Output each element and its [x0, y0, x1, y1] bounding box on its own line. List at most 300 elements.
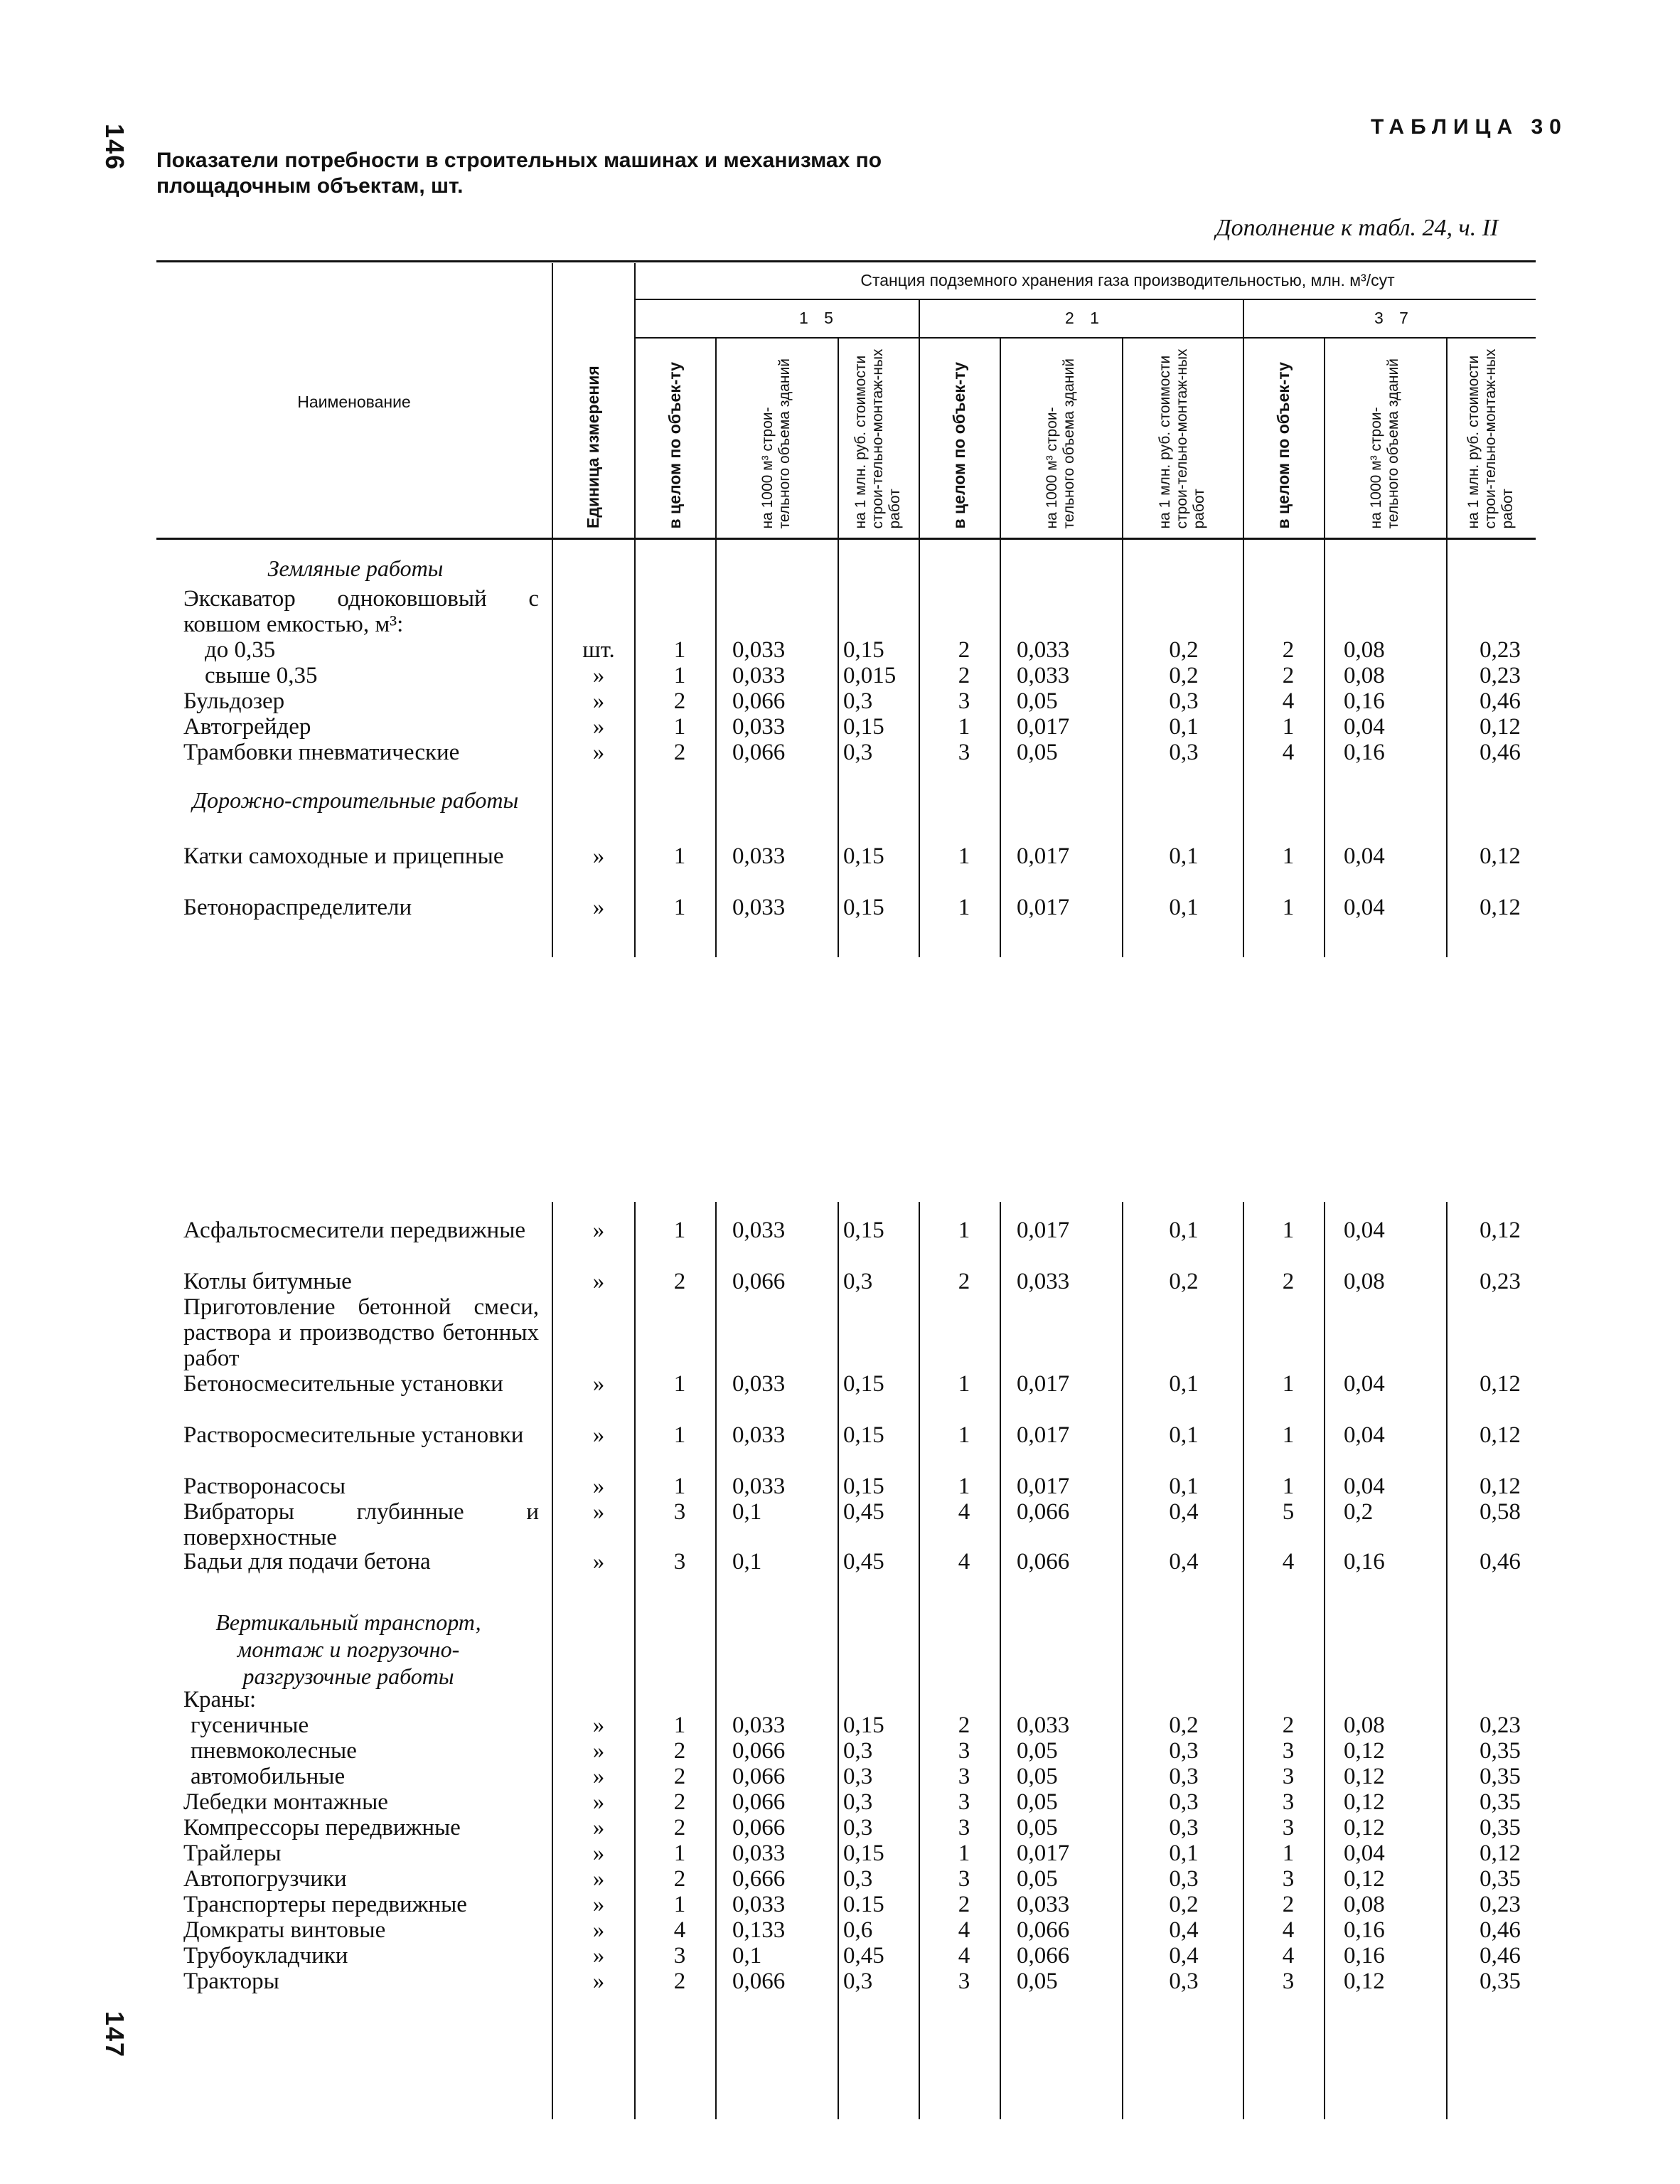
row-value: 0,08 — [1344, 1269, 1385, 1294]
vline — [838, 339, 839, 957]
row-name: пневмоколесные — [191, 1738, 357, 1764]
row-unit: » — [592, 1764, 605, 1789]
subheader-per1000-15: на 1000 м³ строи-тельного объема зданий — [759, 358, 793, 529]
vline — [715, 1202, 717, 2119]
row-value: 0,1 — [1169, 843, 1199, 869]
row-value: 0,15 — [843, 1218, 884, 1243]
row-value: 0,05 — [1017, 1815, 1058, 1841]
row-value: 0,066 — [732, 1815, 786, 1841]
row-value: 0,16 — [1344, 688, 1385, 714]
row-value: 0,15 — [843, 714, 884, 740]
row-value: 0,033 — [732, 895, 786, 920]
subheader-permln-21: на 1 млн. руб. стоимости строи-тельно-монтаж-ных работ — [1157, 348, 1207, 529]
row-value: 0,4 — [1169, 1499, 1199, 1525]
row-value: 0,58 — [1480, 1499, 1521, 1525]
row-value: 3 — [1282, 1789, 1295, 1815]
row-value: 0,2 — [1169, 1712, 1199, 1738]
header-capacity-21: 2 1 — [1065, 309, 1105, 327]
row-value: 1 — [1282, 1218, 1295, 1243]
row-value: 0,3 — [843, 688, 873, 714]
table-title: Показатели потребности в строительных машинах и механизмах по площадочным объектам, шт. — [156, 149, 882, 198]
row-value: 4 — [1282, 1549, 1295, 1575]
vline — [1324, 339, 1325, 957]
row-unit: » — [592, 663, 605, 688]
row-unit: » — [592, 1969, 605, 1994]
row-value: 2 — [958, 663, 970, 688]
row-value: 0,16 — [1344, 1943, 1385, 1969]
row-unit: » — [592, 1218, 605, 1243]
row-value: 0,033 — [732, 1218, 786, 1243]
row-value: 3 — [673, 1499, 686, 1525]
row-value: 0,3 — [843, 740, 873, 765]
row-value: 0,08 — [1344, 1712, 1385, 1738]
row-value: 0,066 — [1017, 1917, 1070, 1943]
row-name: Растворосмесительные установки — [183, 1422, 524, 1448]
row-value: 0,4 — [1169, 1943, 1199, 1969]
row-unit: » — [592, 843, 605, 869]
row-value: 0,35 — [1480, 1815, 1521, 1841]
header-name: Наименование — [297, 393, 411, 411]
row-value: 4 — [1282, 1917, 1295, 1943]
row-value: 1 — [673, 1371, 686, 1397]
row-value: 0,45 — [843, 1549, 884, 1575]
row-value: 0,1 — [732, 1943, 762, 1969]
row-value: 0,46 — [1480, 1917, 1521, 1943]
row-value: 0,066 — [732, 740, 786, 765]
row-name: Тракторы — [183, 1969, 279, 1994]
row-unit: » — [592, 1474, 605, 1499]
row-name: Трайлеры — [183, 1841, 282, 1866]
row-value: 2 — [958, 1892, 970, 1917]
row-unit: » — [592, 1712, 605, 1738]
row-value: 4 — [958, 1943, 970, 1969]
row-value: 0,017 — [1017, 714, 1070, 740]
row-value: 4 — [958, 1549, 970, 1575]
row-value: 0,16 — [1344, 1917, 1385, 1943]
row-value: 0,46 — [1480, 740, 1521, 765]
row-value: 2 — [673, 1269, 686, 1294]
row-value: 0,133 — [732, 1917, 786, 1943]
section-road-works: Дорожно-строительные работы — [192, 787, 519, 813]
row-name: Бетоносмесительные установки — [183, 1371, 503, 1397]
row-value: 0,6 — [843, 1917, 873, 1943]
vline — [634, 263, 636, 957]
row-value: 0,12 — [1480, 714, 1521, 740]
row-value: 0,46 — [1480, 1943, 1521, 1969]
row-name: свыше 0,35 — [205, 663, 318, 688]
row-unit: » — [592, 1549, 605, 1575]
row-value: 0,35 — [1480, 1789, 1521, 1815]
subheader-per1000-37: на 1000 м³ строи-тельного объема зданий — [1368, 358, 1401, 529]
row-unit: » — [592, 1841, 605, 1866]
row-value: 0,45 — [843, 1499, 884, 1525]
row-value: 1 — [673, 1841, 686, 1866]
row-value: 0,15 — [843, 1371, 884, 1397]
row-value: 0,05 — [1017, 1738, 1058, 1764]
row-value: 0,04 — [1344, 1371, 1385, 1397]
header-bottom-rule — [156, 538, 1536, 540]
row-name: Бульдозер — [183, 688, 285, 714]
vline — [1000, 1202, 1001, 2119]
row-name: Асфальтосмесители передвижные — [183, 1218, 526, 1243]
row-value: 3 — [958, 1969, 970, 1994]
row-value: 2 — [1282, 663, 1295, 688]
subheader-per1000-21: на 1000 м³ строи-тельного объема зданий — [1044, 358, 1077, 529]
row-value: 3 — [958, 1764, 970, 1789]
row-value: 0,017 — [1017, 1422, 1070, 1448]
row-value: 0,3 — [843, 1866, 873, 1892]
row-value: 1 — [673, 637, 686, 663]
row-value: 0,033 — [1017, 1269, 1070, 1294]
row-value: 0,12 — [1480, 1371, 1521, 1397]
row-value: 1 — [1282, 1474, 1295, 1499]
row-value: 2 — [673, 1764, 686, 1789]
row-value: 0,23 — [1480, 637, 1521, 663]
row-unit: » — [592, 1866, 605, 1892]
row-value: 0,033 — [1017, 637, 1070, 663]
row-value: 0,12 — [1344, 1738, 1385, 1764]
header-station-group: Станция подземного хранения газа производительностью, млн. м³/сут — [860, 271, 1395, 289]
row-value: 0,35 — [1480, 1866, 1521, 1892]
row-value: 1 — [673, 714, 686, 740]
row-unit: » — [592, 714, 605, 740]
row-value: 0,1 — [1169, 1371, 1199, 1397]
row-name: Приготовление бетонной смеси, раствора и производство бетонных работ — [183, 1294, 539, 1371]
vline — [552, 1202, 553, 2119]
vline — [1446, 339, 1448, 957]
row-name: автомобильные — [191, 1764, 346, 1789]
row-value: 0,35 — [1480, 1764, 1521, 1789]
section-earthworks: Земляные работы — [267, 555, 444, 581]
row-value: 3 — [958, 1815, 970, 1841]
row-value: 2 — [673, 688, 686, 714]
row-value: 0,033 — [732, 1841, 786, 1866]
row-value: 1 — [958, 714, 970, 740]
row-value: 0,04 — [1344, 1422, 1385, 1448]
row-value: 0,066 — [732, 1789, 786, 1815]
row-value: 1 — [1282, 714, 1295, 740]
row-value: 3 — [958, 1738, 970, 1764]
row-value: 0,017 — [1017, 1218, 1070, 1243]
row-value: 0,23 — [1480, 1269, 1521, 1294]
row-value: 1 — [1282, 1841, 1295, 1866]
row-value: 0,2 — [1169, 637, 1199, 663]
row-value: 0,23 — [1480, 663, 1521, 688]
row-value: 0,05 — [1017, 1866, 1058, 1892]
row-value: 0,033 — [1017, 1712, 1070, 1738]
subheader-total-15: в целом по объек-ту — [665, 361, 684, 529]
row-value: 0,3 — [843, 1969, 873, 1994]
vline — [1243, 1202, 1244, 2119]
row-value: 3 — [1282, 1969, 1295, 1994]
row-value: 0,3 — [843, 1738, 873, 1764]
row-value: 4 — [958, 1917, 970, 1943]
row-value: 2 — [958, 1269, 970, 1294]
row-value: 1 — [1282, 1371, 1295, 1397]
row-value: 0,3 — [843, 1269, 873, 1294]
row-value: 0,1 — [1169, 1474, 1199, 1499]
row-value: 0,066 — [732, 1738, 786, 1764]
row-value: 3 — [958, 688, 970, 714]
row-value: 4 — [1282, 1943, 1295, 1969]
group-rule — [634, 299, 1536, 300]
row-value: 0,033 — [732, 1474, 786, 1499]
row-name: Трамбовки пневматические — [183, 740, 460, 765]
section-vertical-transport: Вертикальный транспорт, монтаж и погрузочно-разгрузочные работы — [215, 1609, 481, 1689]
row-value: 3 — [958, 1866, 970, 1892]
row-value: 0,12 — [1480, 1218, 1521, 1243]
row-value: 0,23 — [1480, 1892, 1521, 1917]
row-value: 0,3 — [1169, 740, 1199, 765]
vline — [1446, 1202, 1448, 2119]
row-name: Компрессоры передвижные — [183, 1815, 461, 1841]
row-name: Вибраторы глубинные и поверхностные — [183, 1499, 539, 1550]
row-value: 0,12 — [1344, 1764, 1385, 1789]
row-unit: » — [592, 1371, 605, 1397]
row-value: 1 — [958, 1422, 970, 1448]
row-unit: » — [592, 740, 605, 765]
row-value: 0,2 — [1169, 1892, 1199, 1917]
row-value: 0,2 — [1169, 1269, 1199, 1294]
row-value: 0,1 — [1169, 1841, 1199, 1866]
row-value: 1 — [958, 843, 970, 869]
row-value: 1 — [673, 1712, 686, 1738]
row-value: 0,16 — [1344, 1549, 1385, 1575]
row-value: 0,017 — [1017, 1841, 1070, 1866]
row-value: 0,3 — [843, 1789, 873, 1815]
subheader-permln-15: на 1 млн. руб. стоимости строи-тельно-монтаж-ных работ — [852, 348, 903, 529]
subheader-permln-37: на 1 млн. руб. стоимости строи-тельно-монтаж-ных работ — [1465, 348, 1516, 529]
row-value: 0,033 — [732, 714, 786, 740]
row-value: 0,1 — [732, 1549, 762, 1575]
row-name: Домкраты винтовые — [183, 1917, 386, 1943]
header-capacity-15: 1 5 — [799, 309, 839, 327]
row-value: 0,2 — [1169, 663, 1199, 688]
row-value: 0,2 — [1344, 1499, 1374, 1525]
row-value: 1 — [673, 1422, 686, 1448]
row-value: 0,15 — [843, 1474, 884, 1499]
row-name: Катки самоходные и прицепные — [183, 843, 504, 869]
row-value: 0,3 — [1169, 1764, 1199, 1789]
row-value: 0,033 — [732, 843, 786, 869]
row-value: 0,05 — [1017, 1789, 1058, 1815]
row-name: Экскаватор одноковшовый с ковшом емкостью, м³: — [183, 586, 539, 637]
row-value: 4 — [1282, 740, 1295, 765]
row-value: 1 — [673, 1892, 686, 1917]
row-value: 0,15 — [843, 895, 884, 920]
row-value: 0,1 — [1169, 1422, 1199, 1448]
row-value: 0,3 — [1169, 1866, 1199, 1892]
row-value: 1 — [958, 1218, 970, 1243]
row-value: 0,3 — [1169, 1815, 1199, 1841]
row-value: 0,066 — [732, 1269, 786, 1294]
row-value: 0,05 — [1017, 1969, 1058, 1994]
row-value: 0,15 — [843, 637, 884, 663]
row-value: 0,12 — [1480, 1841, 1521, 1866]
row-value: 0,04 — [1344, 843, 1385, 869]
row-value: 0,46 — [1480, 1549, 1521, 1575]
vline — [552, 263, 553, 957]
row-value: 0,45 — [843, 1943, 884, 1969]
row-value: 0,033 — [732, 1892, 786, 1917]
row-name: Бадьи для подачи бетона — [183, 1549, 431, 1575]
row-value: 0,033 — [732, 1422, 786, 1448]
vline — [1243, 300, 1244, 957]
row-value: 0,3 — [1169, 1969, 1199, 1994]
row-unit: » — [592, 1422, 605, 1448]
row-value: 2 — [1282, 1269, 1295, 1294]
vline — [1000, 339, 1001, 957]
row-value: 1 — [1282, 1422, 1295, 1448]
row-value: 0,3 — [843, 1815, 873, 1841]
row-value: 0,033 — [732, 663, 786, 688]
vline — [1122, 1202, 1123, 2119]
row-value: 0,017 — [1017, 895, 1070, 920]
row-value: 0,4 — [1169, 1549, 1199, 1575]
row-value: 3 — [1282, 1764, 1295, 1789]
row-value: 0,3 — [1169, 1738, 1199, 1764]
row-value: 0,3 — [1169, 1789, 1199, 1815]
row-value: 3 — [1282, 1815, 1295, 1841]
row-value: 0,05 — [1017, 740, 1058, 765]
row-value: 2 — [673, 1866, 686, 1892]
row-unit: » — [592, 1892, 605, 1917]
row-value: 0,12 — [1344, 1789, 1385, 1815]
row-value: 0,1 — [732, 1499, 762, 1525]
supplement-note: Дополнение к табл. 24, ч. II — [1216, 215, 1499, 241]
row-value: 3 — [673, 1943, 686, 1969]
row-value: 0,015 — [843, 663, 897, 688]
vline — [715, 339, 717, 957]
capacity-rule — [634, 337, 1536, 339]
row-value: 1 — [673, 1218, 686, 1243]
row-value: 3 — [958, 740, 970, 765]
row-unit: » — [592, 895, 605, 920]
row-value: 1 — [958, 1841, 970, 1866]
row-value: 0,033 — [732, 1371, 786, 1397]
row-value: 1 — [1282, 895, 1295, 920]
row-value: 2 — [958, 637, 970, 663]
row-value: 0,04 — [1344, 1841, 1385, 1866]
row-value: 0,05 — [1017, 688, 1058, 714]
row-value: 0,04 — [1344, 714, 1385, 740]
row-value: 2 — [1282, 637, 1295, 663]
row-value: 0,15 — [843, 843, 884, 869]
row-value: 0,04 — [1344, 895, 1385, 920]
row-value: 1 — [958, 1474, 970, 1499]
row-value: 0,066 — [1017, 1943, 1070, 1969]
row-value: 0.15 — [843, 1892, 884, 1917]
row-value: 2 — [958, 1712, 970, 1738]
row-unit: » — [592, 688, 605, 714]
row-value: 0,46 — [1480, 688, 1521, 714]
row-value: 0,08 — [1344, 1892, 1385, 1917]
row-value: 1 — [958, 1371, 970, 1397]
row-unit: » — [592, 1499, 605, 1525]
row-value: 3 — [1282, 1738, 1295, 1764]
row-value: 0,017 — [1017, 843, 1070, 869]
row-name: Бетонораспределители — [183, 895, 412, 920]
header-capacity-37: 3 7 — [1374, 309, 1414, 327]
row-value: 2 — [673, 1789, 686, 1815]
row-unit: » — [592, 1789, 605, 1815]
row-value: 0,666 — [732, 1866, 786, 1892]
row-value: 0,12 — [1344, 1866, 1385, 1892]
subheader-total-21: в целом по объек-ту — [950, 361, 968, 529]
row-value: 0,15 — [843, 1712, 884, 1738]
row-value: 0,08 — [1344, 637, 1385, 663]
row-unit: шт. — [582, 637, 615, 663]
row-value: 0,3 — [1169, 688, 1199, 714]
row-value: 4 — [673, 1917, 686, 1943]
row-value: 1 — [673, 895, 686, 920]
row-value: 0,033 — [732, 637, 786, 663]
row-value: 0,12 — [1344, 1815, 1385, 1841]
row-value: 0,066 — [732, 688, 786, 714]
row-unit: » — [592, 1269, 605, 1294]
row-unit: » — [592, 1943, 605, 1969]
row-value: 1 — [673, 1474, 686, 1499]
row-value: 2 — [1282, 1712, 1295, 1738]
row-name: до 0,35 — [205, 637, 276, 663]
vline — [1324, 1202, 1325, 2119]
row-value: 0,066 — [1017, 1549, 1070, 1575]
row-name: Трубоукладчики — [183, 1943, 348, 1969]
row-value: 3 — [1282, 1866, 1295, 1892]
row-name: Транспортеры передвижные — [183, 1892, 467, 1917]
row-unit: » — [592, 1815, 605, 1841]
row-value: 0,15 — [843, 1422, 884, 1448]
vline — [838, 1202, 839, 2119]
row-value: 0,3 — [843, 1764, 873, 1789]
row-value: 0,066 — [1017, 1499, 1070, 1525]
row-value: 0,35 — [1480, 1738, 1521, 1764]
row-name: Автопогрузчики — [183, 1866, 347, 1892]
row-value: 0,033 — [1017, 1892, 1070, 1917]
table-top-rule — [156, 260, 1536, 262]
row-value: 0,05 — [1017, 1764, 1058, 1789]
row-unit: » — [592, 1738, 605, 1764]
page-number-top: 146 — [100, 123, 130, 171]
table-number: ТАБЛИЦА 30 — [1371, 115, 1568, 139]
row-value: 4 — [958, 1499, 970, 1525]
row-value: 0,033 — [1017, 663, 1070, 688]
row-value: 0,12 — [1480, 843, 1521, 869]
row-name: Краны: — [183, 1687, 257, 1712]
row-value: 2 — [673, 1738, 686, 1764]
row-value: 0,1 — [1169, 895, 1199, 920]
row-value: 0,12 — [1480, 1474, 1521, 1499]
row-value: 0,033 — [732, 1712, 786, 1738]
page-number-bottom: 147 — [100, 2010, 130, 2059]
row-name: гусеничные — [191, 1712, 309, 1738]
row-value: 1 — [673, 843, 686, 869]
row-value: 0,4 — [1169, 1917, 1199, 1943]
row-value: 0,08 — [1344, 663, 1385, 688]
row-value: 1 — [958, 895, 970, 920]
header-unit: Единица измерения — [584, 366, 602, 528]
row-value: 0,12 — [1344, 1969, 1385, 1994]
row-value: 0,017 — [1017, 1474, 1070, 1499]
row-value: 0,1 — [1169, 1218, 1199, 1243]
row-value: 0,04 — [1344, 1218, 1385, 1243]
row-value: 3 — [673, 1549, 686, 1575]
row-value: 2 — [673, 1815, 686, 1841]
row-value: 0,12 — [1480, 1422, 1521, 1448]
row-value: 4 — [1282, 688, 1295, 714]
row-name: Автогрейдер — [183, 714, 311, 740]
vline — [634, 1202, 636, 2119]
